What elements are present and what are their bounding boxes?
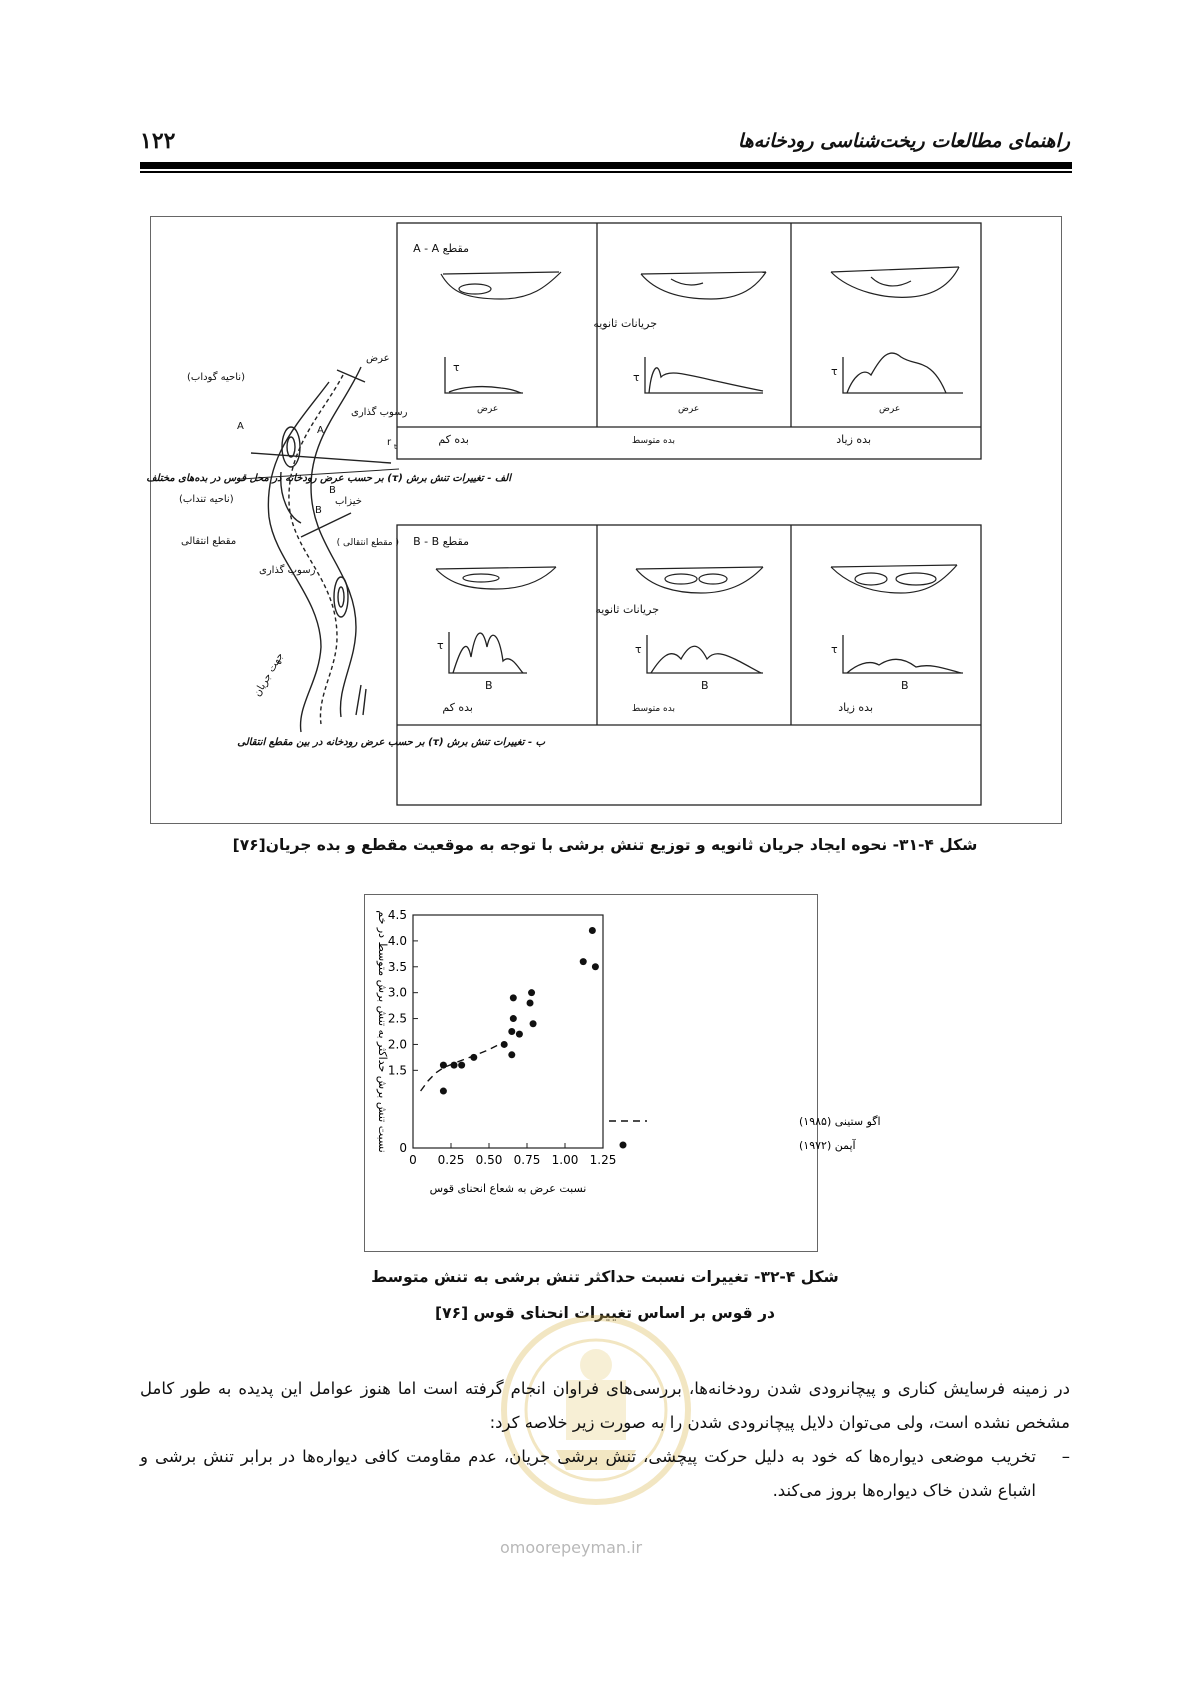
tau-a-2: τ	[633, 371, 640, 384]
panel-a	[397, 223, 981, 459]
data-point	[592, 963, 599, 970]
y-axis-label: نسبت تنش برش حداکثر به تنش برش متوسط در خم	[376, 910, 389, 1153]
deposition-top-label: رسوب گذاری	[351, 407, 408, 418]
bullet-item	[140, 1440, 1070, 1508]
radius-subscript: t	[394, 443, 397, 451]
deposition-bottom-label: رسوب گذاری	[259, 565, 316, 576]
figure-32-frame	[364, 894, 881, 1252]
y-tick-label: 0	[399, 1141, 407, 1155]
x-tick-label: 0.50	[475, 1153, 503, 1167]
y-tick-label: 1.5	[387, 1063, 407, 1078]
x-axis-label: نسبت عرض به شعاع انحنای قوس	[429, 1182, 587, 1195]
section-bb-label: مقطع B - B	[413, 535, 469, 548]
data-point	[451, 1062, 458, 1069]
radius-label: r	[387, 437, 392, 448]
transition-section-label: مقطع انتقالی	[181, 536, 237, 547]
tau-b-2: τ	[635, 643, 642, 656]
header-rule-thin	[140, 171, 1072, 173]
figure-31-drawing	[146, 217, 1061, 823]
y-tick-label: 3.5	[387, 959, 407, 974]
high-flow-a: بده زیاد	[836, 433, 871, 446]
pool-zone-label: (ناحیه گوداب)	[187, 372, 245, 383]
flow-direction-label: جهت جریان	[252, 650, 286, 699]
low-flow-b: بده کم	[442, 701, 473, 714]
x-tick-label: 0	[409, 1153, 417, 1167]
data-point	[510, 1015, 517, 1022]
x-tick-label: 1.25	[589, 1153, 617, 1167]
page-number: ۱۲۲	[140, 128, 176, 154]
data-point	[508, 1051, 515, 1058]
data-point	[589, 927, 596, 934]
legend-label-points: آپمن (۱۹۷۲)	[799, 1139, 856, 1152]
width-axis-a-1: عرض	[477, 404, 499, 414]
width-axis-a-3: عرض	[879, 404, 901, 414]
figure-31-frame	[146, 216, 1062, 824]
tau-a-3: τ	[831, 365, 838, 378]
panel-a-text	[146, 242, 900, 484]
high-flow-b: بده زیاد	[838, 701, 873, 714]
tau-b-1: τ	[437, 639, 444, 652]
tau-a-1: τ	[453, 361, 460, 374]
panel-b-graphs	[449, 632, 963, 673]
data-point	[440, 1088, 447, 1095]
b-axis-1: B	[485, 679, 493, 692]
section-bb-sub: ( مقطع انتقالی )	[336, 538, 399, 548]
panel-b-sections	[436, 565, 957, 593]
medium-flow-a: بده متوسط	[631, 436, 675, 446]
section-b-top: B	[329, 485, 336, 496]
data-point	[580, 958, 587, 965]
low-flow-a: بده کم	[438, 433, 469, 446]
watermark-site: omoorepeyman.ir	[500, 1538, 643, 1557]
bullet-text: تخریب موضعی دیواره‌ها که خود به دلیل حرکت پیچشی، تنش برشی جریان، عدم مقاومت کافی دیواره‌ها در برابر تنش برشی و اشباع شدن خاک دیواره‌ها بروز می‌کند.	[140, 1447, 1036, 1500]
figure-32-chart	[365, 895, 881, 1251]
data-point	[440, 1062, 447, 1069]
y-tick-label: 3.0	[387, 985, 407, 1000]
body-paragraph: در زمینه فرسایش کناری و پیچانرودی شدن رودخانه‌ها، بررسی‌های فراوان انجام گرفته است اما هنوز عوامل این پدیده به طور کامل مشخص نشده است، ولی می‌توان دلایل پیچانرودی شدن را به صورت زیر خلاصه کرد:	[140, 1379, 1070, 1432]
data-point	[508, 1028, 515, 1035]
b-axis-2: B	[701, 679, 709, 692]
section-b-left: B	[315, 505, 322, 516]
section-a-left: A	[237, 421, 244, 432]
figure-32-caption-line2: در قوس بر اساس تغییرات انحنای قوس [۷۶]	[435, 1304, 775, 1322]
panel-b-caption: ب - تغییرات تنش برش (τ) بر حسب عرض رودخانه در بین مقطع انتقالی	[237, 737, 545, 748]
secondary-flow-b: جریانات ثانویه	[595, 603, 659, 616]
section-a-right: A	[317, 425, 324, 436]
panel-a-caption: الف - تغییرات تنش برش (τ) بر حسب عرض رودخانه در محل قوس در بده‌های مختلف	[146, 473, 511, 484]
section-aa-label: مقطع A - A	[413, 242, 469, 255]
plot-area	[413, 915, 603, 1148]
figure-31-caption: شکل ۴-۳۱- نحوه ایجاد جریان ثانویه و توزیع تنش برشی با توجه به موقعیت مقطع و بده جریان[۷۶]	[232, 836, 978, 854]
legend-point-swatch	[620, 1142, 627, 1149]
tau-b-3: τ	[831, 643, 838, 656]
header-rule	[140, 162, 1072, 169]
data-point	[458, 1062, 465, 1069]
running-title: راهنمای مطالعات ریخت‌شناسی رودخانه‌ها	[737, 130, 1070, 152]
y-tick-label: 4.5	[387, 908, 407, 922]
panel-b	[397, 525, 981, 805]
data-point	[516, 1031, 523, 1038]
thalweg-label: خیزاب	[335, 496, 362, 507]
data-point	[510, 994, 517, 1001]
y-tick-label: 2.0	[387, 1037, 407, 1052]
data-point	[528, 989, 535, 996]
riffle-zone-label: (ناحیه تنداب)	[179, 494, 234, 505]
panel-a-graphs	[445, 353, 963, 393]
b-axis-3: B	[901, 679, 909, 692]
x-tick-label: 1.00	[551, 1153, 579, 1167]
secondary-flow-a: جریانات ثانویه	[593, 317, 657, 330]
panel-a-sections	[441, 267, 959, 299]
x-tick-label: 0.75	[513, 1153, 541, 1167]
y-tick-label: 2.5	[387, 1011, 407, 1026]
x-tick-label: 0.25	[437, 1153, 465, 1167]
medium-flow-b: بده متوسط	[631, 704, 675, 714]
data-point	[527, 1000, 534, 1007]
legend-label-dashed: اگو ستینی (۱۹۸۵)	[799, 1115, 881, 1128]
width-axis-a-2: عرض	[678, 404, 700, 414]
width-label: عرض	[366, 353, 390, 364]
y-tick-label: 4.0	[387, 933, 407, 948]
data-point	[530, 1020, 537, 1027]
figure-32-caption-line1: شکل ۴-۳۲- تغییرات نسبت حداکثر تنش برشی به تنش متوسط	[371, 1268, 839, 1286]
bullet-dash: –	[1061, 1447, 1070, 1466]
